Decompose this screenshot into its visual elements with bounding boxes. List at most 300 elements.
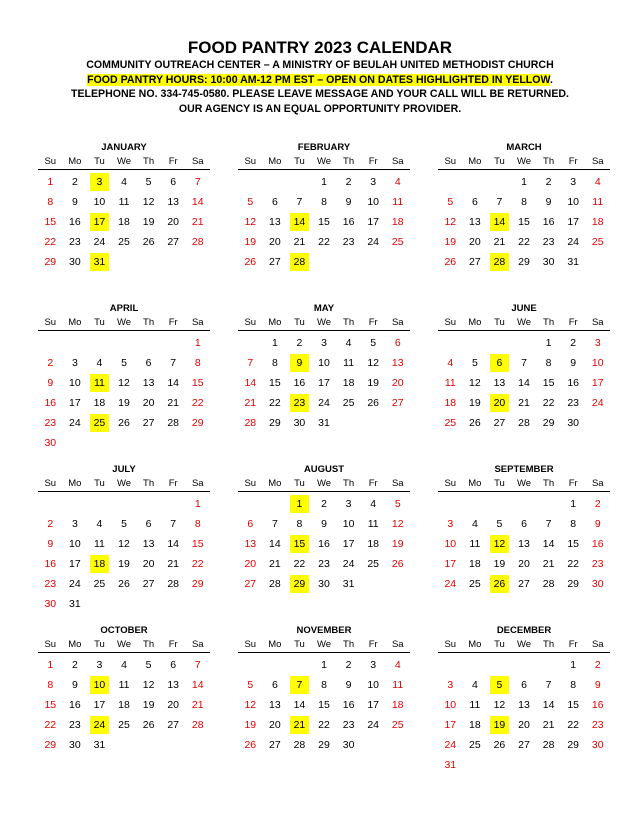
day-cell bbox=[185, 353, 210, 373]
day-cell bbox=[161, 212, 186, 232]
day-number: 27 bbox=[167, 719, 180, 731]
month-october bbox=[38, 624, 210, 785]
day-cell bbox=[287, 655, 312, 675]
day-number: 13 bbox=[269, 216, 281, 228]
day-cell bbox=[38, 715, 63, 735]
day-number: 1 bbox=[47, 176, 54, 188]
day-number: 20 bbox=[167, 699, 180, 711]
day-cell bbox=[336, 333, 361, 353]
day-cell bbox=[112, 393, 137, 413]
day-cell bbox=[512, 655, 537, 675]
day-number: 20 bbox=[142, 558, 155, 570]
day-cell bbox=[536, 534, 561, 554]
day-number: 26 bbox=[444, 256, 457, 268]
day-cell bbox=[63, 192, 88, 212]
day-cell bbox=[238, 675, 263, 695]
day-number: 7 bbox=[194, 176, 201, 188]
week-row bbox=[438, 715, 610, 735]
day-number: 26 bbox=[244, 256, 257, 268]
day-number: 19 bbox=[142, 216, 155, 228]
day-cell bbox=[87, 494, 112, 514]
week-row bbox=[238, 574, 410, 594]
day-cell bbox=[561, 353, 586, 373]
weekday-label: Su bbox=[444, 156, 457, 167]
day-cell bbox=[385, 655, 410, 675]
day-cell bbox=[385, 252, 410, 272]
day-cell bbox=[287, 735, 312, 755]
week-row bbox=[38, 232, 210, 252]
month-name: SEPTEMBER bbox=[494, 464, 554, 475]
day-number: 1 bbox=[194, 337, 201, 349]
day-number: 27 bbox=[391, 397, 404, 409]
day-cell bbox=[287, 172, 312, 192]
day-number: 23 bbox=[69, 719, 81, 731]
day-number: 31 bbox=[444, 759, 457, 771]
day-cell bbox=[336, 413, 361, 433]
day-cell bbox=[561, 675, 586, 695]
day-cell bbox=[312, 232, 337, 252]
day-number: 6 bbox=[170, 176, 177, 188]
week-row bbox=[438, 252, 610, 272]
day-number: 7 bbox=[521, 357, 527, 369]
day-number: 4 bbox=[121, 176, 127, 188]
day-cell bbox=[536, 393, 561, 413]
weekday-label: Su bbox=[244, 478, 257, 489]
day-cell bbox=[87, 252, 112, 272]
day-cell bbox=[263, 695, 288, 715]
week-row bbox=[38, 655, 210, 675]
day-number: 13 bbox=[244, 538, 257, 550]
day-cell bbox=[63, 232, 88, 252]
day-number: 12 bbox=[391, 518, 404, 530]
day-cell bbox=[361, 735, 386, 755]
day-number: 7 bbox=[545, 518, 552, 530]
day-cell bbox=[361, 333, 386, 353]
day-cell bbox=[136, 534, 161, 554]
day-cell bbox=[63, 353, 88, 373]
day-number: 28 bbox=[542, 739, 555, 751]
day-cell bbox=[312, 172, 337, 192]
day-cell bbox=[336, 554, 361, 574]
week-row bbox=[238, 252, 410, 272]
week-row bbox=[238, 695, 410, 715]
day-number: 16 bbox=[342, 699, 355, 711]
month-name: FEBRUARY bbox=[297, 142, 351, 153]
day-cell bbox=[287, 353, 312, 373]
day-cell bbox=[487, 554, 512, 574]
day-number: 12 bbox=[469, 377, 481, 389]
day-number: 19 bbox=[493, 558, 506, 570]
day-cell bbox=[463, 252, 488, 272]
day-cell bbox=[487, 413, 512, 433]
day-number: 4 bbox=[471, 518, 478, 530]
day-cell bbox=[161, 675, 186, 695]
day-number: 2 bbox=[47, 518, 54, 530]
day-cell bbox=[585, 333, 610, 353]
day-cell bbox=[385, 574, 410, 594]
day-number: 10 bbox=[342, 518, 355, 530]
week-row bbox=[438, 232, 610, 252]
day-cell bbox=[487, 172, 512, 192]
day-cell bbox=[585, 514, 610, 534]
day-cell bbox=[312, 413, 337, 433]
day-cell bbox=[263, 393, 288, 413]
day-cell bbox=[438, 333, 463, 353]
day-cell bbox=[136, 675, 161, 695]
day-cell bbox=[312, 514, 337, 534]
day-number: 7 bbox=[170, 357, 177, 369]
day-cell bbox=[487, 675, 512, 695]
day-number: 6 bbox=[145, 518, 152, 530]
day-number: 25 bbox=[391, 236, 404, 248]
weekday-label: Tu bbox=[294, 478, 305, 489]
day-cell bbox=[536, 514, 561, 534]
weekday-label: We bbox=[316, 478, 332, 489]
weekday-label: Tu bbox=[94, 317, 105, 328]
weekday-label: Sa bbox=[191, 317, 204, 328]
month-july bbox=[38, 463, 210, 624]
day-number: 10 bbox=[367, 196, 380, 208]
weekday-label: Fr bbox=[368, 156, 378, 167]
day-cell bbox=[463, 353, 488, 373]
day-number: 7 bbox=[271, 518, 278, 530]
day-number: 7 bbox=[296, 196, 303, 208]
day-number: 28 bbox=[244, 417, 257, 429]
month-name: DECEMBER bbox=[496, 625, 552, 636]
month-name: JUNE bbox=[511, 303, 537, 314]
day-cell bbox=[536, 574, 561, 594]
weekday-label: Tu bbox=[94, 639, 105, 650]
day-cell bbox=[385, 232, 410, 252]
day-cell bbox=[87, 655, 112, 675]
day-cell bbox=[585, 232, 610, 252]
week-row bbox=[38, 574, 210, 594]
calendar-header bbox=[0, 0, 640, 116]
day-number: 30 bbox=[318, 578, 330, 590]
day-number: 9 bbox=[570, 357, 577, 369]
day-cell bbox=[112, 232, 137, 252]
weekday-label: We bbox=[516, 156, 532, 167]
day-cell bbox=[585, 494, 610, 514]
day-cell bbox=[585, 574, 610, 594]
day-number: 9 bbox=[71, 196, 78, 208]
weekday-label: Tu bbox=[94, 478, 105, 489]
day-number: 30 bbox=[591, 578, 604, 590]
day-cell bbox=[536, 695, 561, 715]
day-cell bbox=[38, 735, 63, 755]
weekday-label: Su bbox=[44, 639, 57, 650]
day-cell bbox=[336, 373, 361, 393]
day-cell bbox=[263, 574, 288, 594]
day-cell bbox=[361, 574, 386, 594]
day-number: 18 bbox=[391, 699, 404, 711]
day-number: 18 bbox=[342, 377, 355, 389]
day-number: 27 bbox=[518, 578, 530, 590]
weekday-label: Fr bbox=[568, 478, 578, 489]
weekday-label: Fr bbox=[168, 478, 178, 489]
weekday-label: Sa bbox=[191, 639, 204, 650]
day-number: 29 bbox=[567, 739, 580, 751]
day-number: 10 bbox=[444, 538, 457, 550]
day-cell bbox=[87, 514, 112, 534]
day-cell bbox=[238, 353, 263, 373]
weekday-label: Sa bbox=[591, 639, 604, 650]
day-number: 20 bbox=[167, 216, 180, 228]
day-cell bbox=[512, 755, 537, 775]
day-cell bbox=[438, 494, 463, 514]
day-cell bbox=[463, 413, 488, 433]
day-cell bbox=[136, 212, 161, 232]
day-number: 14 bbox=[269, 538, 281, 550]
weekday-label: Su bbox=[44, 156, 57, 167]
weekday-label: Mo bbox=[68, 156, 82, 167]
day-cell bbox=[463, 393, 488, 413]
day-number: 22 bbox=[518, 236, 530, 248]
day-number: 11 bbox=[444, 377, 456, 389]
day-number: 16 bbox=[69, 699, 81, 711]
day-cell bbox=[385, 534, 410, 554]
day-number: 3 bbox=[370, 176, 377, 188]
week-row bbox=[438, 574, 610, 594]
day-number: 13 bbox=[469, 216, 481, 228]
day-cell bbox=[185, 534, 210, 554]
day-number: 19 bbox=[244, 236, 257, 248]
day-number: 11 bbox=[118, 679, 130, 691]
day-number: 28 bbox=[293, 739, 306, 751]
day-number: 1 bbox=[194, 498, 201, 510]
day-cell bbox=[312, 534, 337, 554]
day-cell bbox=[185, 554, 210, 574]
day-cell bbox=[263, 192, 288, 212]
day-cell bbox=[287, 514, 312, 534]
day-cell bbox=[38, 353, 63, 373]
day-number: 3 bbox=[570, 176, 577, 188]
day-cell bbox=[112, 554, 137, 574]
day-number: 26 bbox=[142, 236, 155, 248]
day-cell bbox=[463, 172, 488, 192]
month-december bbox=[438, 624, 610, 785]
day-cell bbox=[136, 232, 161, 252]
day-cell bbox=[463, 514, 488, 534]
day-cell bbox=[336, 212, 361, 232]
day-number: 13 bbox=[518, 699, 530, 711]
weekday-label: Sa bbox=[391, 478, 404, 489]
day-cell bbox=[185, 574, 210, 594]
weekday-label: Sa bbox=[391, 317, 404, 328]
weekday-label: Tu bbox=[294, 317, 305, 328]
weekday-label: Su bbox=[444, 639, 457, 650]
day-number: 22 bbox=[269, 397, 281, 409]
day-number: 9 bbox=[345, 679, 352, 691]
month-name: JULY bbox=[112, 464, 136, 475]
day-number: 7 bbox=[496, 196, 503, 208]
weekday-label: Th bbox=[543, 478, 555, 489]
day-cell bbox=[512, 514, 537, 534]
day-number: 25 bbox=[342, 397, 355, 409]
day-cell bbox=[312, 192, 337, 212]
day-number: 9 bbox=[47, 538, 54, 550]
day-cell bbox=[63, 433, 88, 453]
day-number: 26 bbox=[244, 739, 257, 751]
weekday-label: Mo bbox=[268, 639, 282, 650]
day-cell bbox=[336, 252, 361, 272]
day-number: 29 bbox=[191, 578, 204, 590]
day-cell bbox=[263, 715, 288, 735]
day-number: 10 bbox=[69, 538, 81, 550]
day-cell bbox=[185, 373, 210, 393]
day-number: 6 bbox=[247, 518, 254, 530]
day-number: 6 bbox=[145, 357, 152, 369]
day-cell bbox=[112, 252, 137, 272]
day-cell bbox=[63, 534, 88, 554]
day-number: 6 bbox=[521, 679, 527, 691]
day-cell bbox=[112, 534, 137, 554]
day-cell bbox=[487, 755, 512, 775]
weekday-label: Th bbox=[343, 156, 355, 167]
open-day: 21 bbox=[290, 716, 309, 734]
day-cell bbox=[487, 574, 512, 594]
day-cell bbox=[561, 413, 586, 433]
day-cell bbox=[585, 695, 610, 715]
day-cell bbox=[512, 534, 537, 554]
day-cell bbox=[536, 735, 561, 755]
week-row bbox=[238, 554, 410, 574]
day-number: 9 bbox=[545, 196, 552, 208]
day-cell bbox=[361, 373, 386, 393]
day-cell bbox=[385, 514, 410, 534]
day-number: 5 bbox=[394, 498, 401, 510]
weekday-label: Th bbox=[543, 156, 555, 167]
day-cell bbox=[87, 715, 112, 735]
day-number: 21 bbox=[167, 558, 180, 570]
day-cell bbox=[361, 695, 386, 715]
weekday-label: We bbox=[316, 317, 332, 328]
day-number: 12 bbox=[444, 216, 457, 228]
day-cell bbox=[287, 534, 312, 554]
day-cell bbox=[38, 232, 63, 252]
day-cell bbox=[136, 514, 161, 534]
day-number: 4 bbox=[447, 357, 454, 369]
day-number: 19 bbox=[142, 699, 155, 711]
day-cell bbox=[385, 172, 410, 192]
day-cell bbox=[63, 212, 88, 232]
day-cell bbox=[136, 353, 161, 373]
weekday-label: Mo bbox=[268, 156, 282, 167]
day-cell bbox=[312, 333, 337, 353]
day-cell bbox=[312, 735, 337, 755]
day-cell bbox=[185, 433, 210, 453]
day-number: 13 bbox=[493, 377, 506, 389]
day-cell bbox=[336, 393, 361, 413]
day-cell bbox=[112, 574, 137, 594]
day-number: 12 bbox=[493, 699, 506, 711]
month-may bbox=[238, 302, 410, 463]
day-number: 20 bbox=[391, 377, 404, 389]
day-number: 16 bbox=[44, 397, 57, 409]
day-number: 14 bbox=[167, 538, 180, 550]
day-cell bbox=[38, 172, 63, 192]
weekday-label: Sa bbox=[191, 478, 204, 489]
day-cell bbox=[136, 554, 161, 574]
day-cell bbox=[238, 715, 263, 735]
day-cell bbox=[287, 232, 312, 252]
day-cell bbox=[63, 252, 88, 272]
weekday-header bbox=[238, 154, 410, 170]
day-number: 31 bbox=[342, 578, 355, 590]
weekday-label: Sa bbox=[591, 478, 604, 489]
day-number: 30 bbox=[69, 739, 81, 751]
day-number: 31 bbox=[318, 417, 330, 429]
day-cell bbox=[263, 353, 288, 373]
week-row bbox=[38, 353, 210, 373]
day-number: 22 bbox=[293, 558, 306, 570]
day-cell bbox=[536, 232, 561, 252]
day-cell bbox=[463, 333, 488, 353]
day-cell bbox=[585, 373, 610, 393]
weekday-label: Th bbox=[143, 156, 155, 167]
weekday-label: Mo bbox=[268, 317, 282, 328]
day-cell bbox=[38, 192, 63, 212]
day-cell bbox=[561, 755, 586, 775]
day-number: 10 bbox=[69, 377, 81, 389]
day-cell bbox=[512, 494, 537, 514]
day-cell bbox=[312, 574, 337, 594]
day-cell bbox=[238, 393, 263, 413]
day-cell bbox=[561, 534, 586, 554]
weekday-label: Mo bbox=[468, 156, 482, 167]
month-row bbox=[38, 141, 610, 302]
day-cell bbox=[238, 252, 263, 272]
day-number: 27 bbox=[269, 739, 281, 751]
day-number: 14 bbox=[167, 377, 180, 389]
day-number: 2 bbox=[71, 176, 78, 188]
day-cell bbox=[287, 212, 312, 232]
day-cell bbox=[312, 494, 337, 514]
month-name: MAY bbox=[313, 303, 335, 314]
weekday-label: We bbox=[316, 156, 332, 167]
day-cell bbox=[112, 433, 137, 453]
day-cell bbox=[38, 574, 63, 594]
day-cell bbox=[561, 655, 586, 675]
day-cell bbox=[136, 433, 161, 453]
day-cell bbox=[385, 353, 410, 373]
day-number: 18 bbox=[591, 216, 604, 228]
day-number: 19 bbox=[244, 719, 257, 731]
day-cell bbox=[263, 735, 288, 755]
day-number: 9 bbox=[321, 518, 327, 530]
open-day: 6 bbox=[490, 354, 509, 372]
day-number: 11 bbox=[469, 538, 481, 550]
day-cell bbox=[87, 192, 112, 212]
day-cell bbox=[512, 554, 537, 574]
day-number: 2 bbox=[570, 337, 577, 349]
day-cell bbox=[185, 232, 210, 252]
day-cell bbox=[238, 514, 263, 534]
day-number: 8 bbox=[521, 196, 527, 208]
day-number: 17 bbox=[69, 397, 81, 409]
day-number: 29 bbox=[44, 739, 57, 751]
day-number: 25 bbox=[367, 558, 380, 570]
day-number: 30 bbox=[542, 256, 555, 268]
day-number: 20 bbox=[518, 558, 530, 570]
day-cell bbox=[161, 433, 186, 453]
open-day: 25 bbox=[90, 414, 109, 432]
day-cell bbox=[161, 192, 186, 212]
day-cell bbox=[536, 192, 561, 212]
day-number: 15 bbox=[318, 216, 330, 228]
day-number: 3 bbox=[594, 337, 601, 349]
day-cell bbox=[336, 675, 361, 695]
